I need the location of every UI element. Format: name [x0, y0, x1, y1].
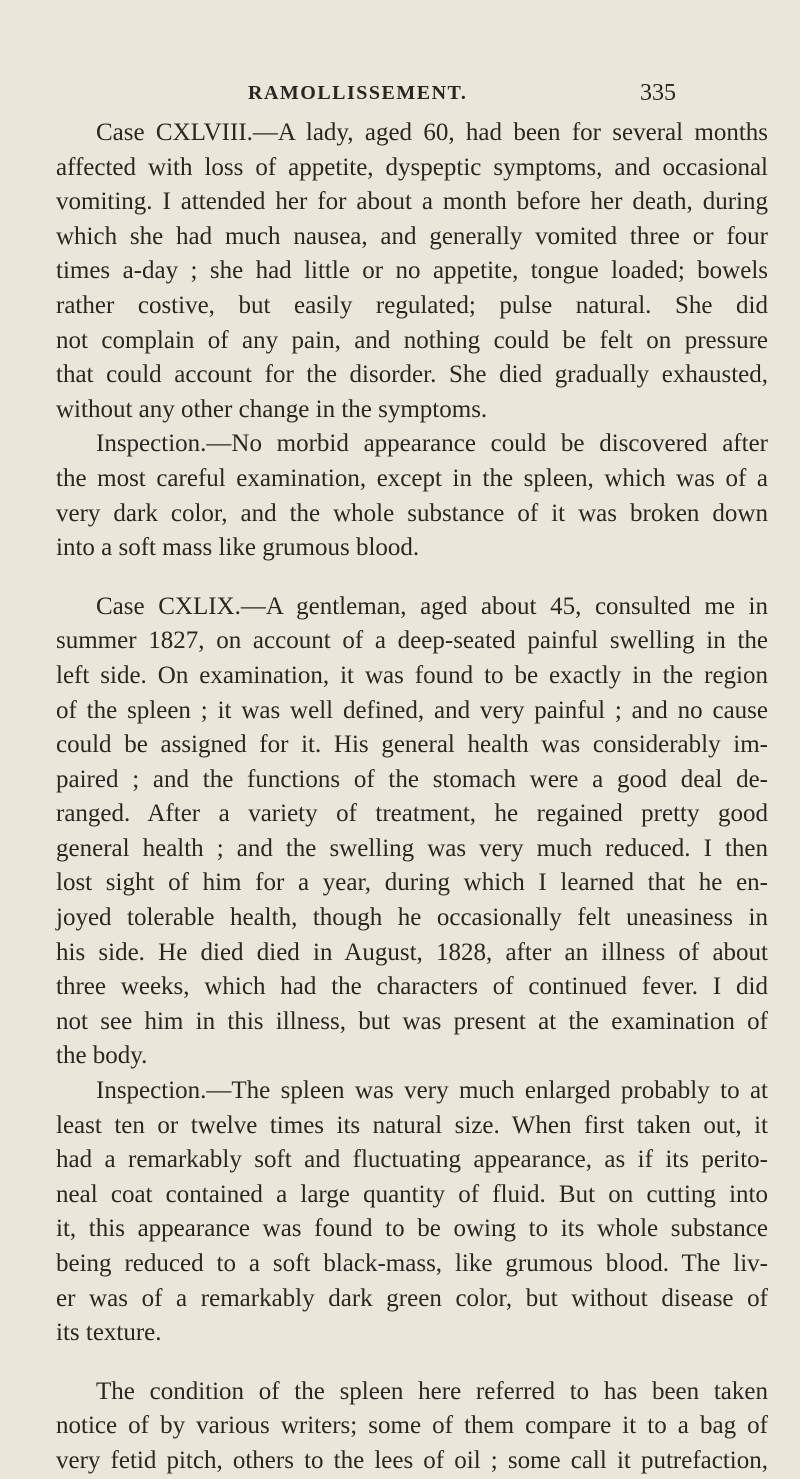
text-line: er was of a remarkably dark green color, but without disease of	[56, 1284, 768, 1312]
text-line: it, this appearance was found to be owing to its whole substance	[56, 1215, 768, 1243]
text-line: times a-day ; she had little or no appetite, tongue loaded; bowels	[56, 257, 768, 285]
text-line: its texture.	[56, 1319, 162, 1347]
text-line: very dark color, and the whole substance of it was broken down	[56, 499, 768, 527]
paragraph-gap	[56, 1351, 768, 1375]
body-text	[56, 116, 768, 1479]
text-line: the most careful examination, except in the spleen, which was of a	[56, 464, 768, 492]
text-line: his side. He died died in August, 1828, after an illness of about	[56, 938, 768, 966]
text-line: which she had much nausea, and generally vomited three or four	[56, 222, 768, 250]
text-line: Case CXLIX.—A gentleman, aged about 45, consulted me in	[96, 592, 768, 620]
text-line: left side. On examination, it was found to be exactly in the region	[56, 661, 768, 689]
text-line: could be assigned for it. His general health was considerably im-	[56, 731, 768, 759]
text-line: joyed tolerable health, though he occasionally felt uneasiness in	[56, 904, 768, 932]
text-line: Inspection.—No morbid appearance could be discovered after	[96, 430, 768, 458]
text-line: Inspection.—The spleen was very much enlarged probably to at	[96, 1077, 768, 1105]
text-line: The condition of the spleen here referred to has been taken	[96, 1377, 768, 1405]
text-line: not complain of any pain, and nothing could be felt on pressure	[56, 326, 768, 354]
running-head: RAMOLLISSEMENT.	[248, 82, 468, 104]
text-line: without any other change in the symptoms.	[56, 395, 488, 423]
text-line: vomiting. I attended her for about a month before her death, during	[56, 188, 768, 216]
paragraph-gap	[56, 566, 768, 590]
text-line: the body.	[56, 1042, 148, 1070]
text-line: affected with loss of appetite, dyspeptic symptoms, and occasional	[56, 153, 768, 181]
page-number: 335	[640, 80, 676, 106]
text-line: that could account for the disorder. She died gradually exhausted,	[56, 361, 768, 389]
text-line: very fetid pitch, others to the lees of oil ; some call it putrefaction,	[56, 1446, 768, 1474]
text-line: neal coat contained a large quantity of fluid. But on cutting into	[56, 1180, 768, 1208]
text-line: least ten or twelve times its natural size. When first taken out, it	[56, 1111, 768, 1139]
text-line: rather costive, but easily regulated; pulse natural. She did	[56, 291, 768, 319]
text-line: three weeks, which had the characters of continued fever. I did	[56, 973, 768, 1001]
text-line: lost sight of him for a year, during which I learned that he en-	[56, 869, 768, 897]
text-line: being reduced to a soft black-mass, like grumous blood. The liv-	[56, 1250, 768, 1277]
text-line: into a soft mass like grumous blood.	[56, 534, 420, 562]
text-line: ranged. After a variety of treatment, he regained pretty good	[56, 800, 768, 828]
text-line: notice of by various writers; some of them compare it to a bag of	[56, 1412, 768, 1440]
text-line: general health ; and the swelling was very much reduced. I then	[56, 834, 768, 862]
text-line: not see him in this illness, but was present at the examination of	[56, 1007, 768, 1035]
text-line: had a remarkably soft and fluctuating appearance, as if its perito-	[56, 1146, 768, 1174]
text-line: of the spleen ; it was well defined, and very painful ; and no cause	[56, 696, 768, 724]
text-line: paired ; and the functions of the stomach were a good deal de-	[56, 765, 768, 793]
text-line: Case CXLVIII.—A lady, aged 60, had been for several months	[96, 119, 768, 146]
text-line: summer 1827, on account of a deep-seated painful swelling in the	[56, 627, 768, 655]
